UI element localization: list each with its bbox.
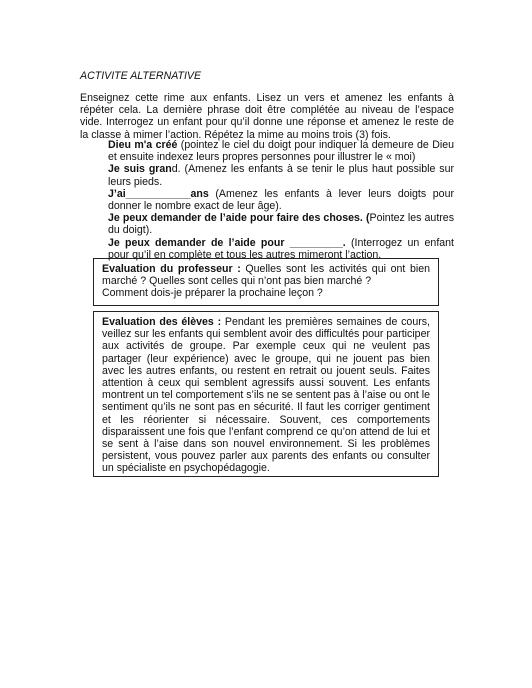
rhyme-instruction: Pointez les autres du doigt). bbox=[108, 212, 454, 237]
teacher-evaluation-questions: Quelles sont les activités qui ont bien marché ? Quelles sont celles qui n’ont pas bien marché ? bbox=[102, 263, 431, 288]
rhyme-instruction: d. (Amenez les enfants à se tenir le plus haut possible sur leurs pieds. bbox=[108, 163, 454, 188]
rhyme-line: Je peux demander de l’aide pour _________. bbox=[108, 236, 346, 249]
teacher-evaluation-text bbox=[102, 263, 430, 287]
rhyme-line: Je peux demander de l’aide pour faire des choses. ( bbox=[108, 212, 370, 225]
rhyme-step bbox=[108, 163, 454, 187]
rhyme-instruction: (pointez le ciel du doigt pour indiquer la demeure de Dieu et ensuite indexez leurs propres personnes pour illustrer le « moi) bbox=[108, 139, 454, 164]
rhyme-step bbox=[108, 188, 454, 212]
teacher-evaluation-box bbox=[93, 258, 439, 306]
rhyme-line: Dieu m'a créé bbox=[108, 139, 178, 151]
student-evaluation-box bbox=[93, 311, 439, 477]
rhyme-step bbox=[108, 212, 454, 236]
rhyme-line: Je suis gran bbox=[108, 163, 172, 176]
rhyme-steps bbox=[108, 139, 454, 261]
rhyme-line: J’ai___________ans bbox=[108, 187, 209, 200]
rhyme-step bbox=[108, 139, 454, 163]
intro-paragraph: Enseignez cette rime aux enfants. Lisez un vers et amenez les enfants à répéter cela. La dernière phrase doit être complétée au niveau de l’espace vide. Interrogez un enfant pour qu’il donne une réponse et amenez le reste de la classe à mimer l’action. Répétez la mime au moins trois (3) fois. bbox=[80, 92, 454, 141]
teacher-evaluation-line2: Comment dois-je préparer la prochaine leçon ? bbox=[102, 287, 323, 300]
rhyme-instruction: (Amenez les enfants à lever leurs doigts pour donner le nombre exact de leur âge). bbox=[108, 187, 454, 213]
teacher-evaluation-label: Evaluation du professeur : bbox=[102, 263, 241, 275]
student-evaluation-text bbox=[102, 316, 430, 475]
student-evaluation-label: Evaluation des élèves : bbox=[102, 316, 222, 328]
student-evaluation-body: Pendant les premières semaines de cours, veillez sur les enfants qui semblent avoir des difficultés pour participer aux activités de groupe. Par exemple ceux qui ne veulent pas partager (leur expérience) avec le groupe, qui ne jouent pas bien avec les autres enfants, ou restent en retrait ou jouent seuls. Faites attention à ceux qui semblent agressifs aussi souvent. Les enfants montrent un tel comportement s’ils ne se sentent pas à l’aise ou ont le sentiment qu’ils ne sont pas en sécurité. Il faut les corriger gentiment et les réorienter si nécessaire. Souvent, ces comportements disparaissent une fois que l’enfant comprend ce qu’on attend de lui et se sent à l’aise dans son nouvel environnement. Si les problèmes persistent, vous pouvez parler aux parents des enfants ou consulter un spécialiste en psychopédagogie. bbox=[102, 316, 430, 475]
activity-title: ACTIVITE ALTERNATIVE bbox=[80, 70, 202, 82]
rhyme-instruction: (Interrogez un enfant pour qu’il en complète et tous les autres mimeront l’action. bbox=[108, 236, 454, 261]
